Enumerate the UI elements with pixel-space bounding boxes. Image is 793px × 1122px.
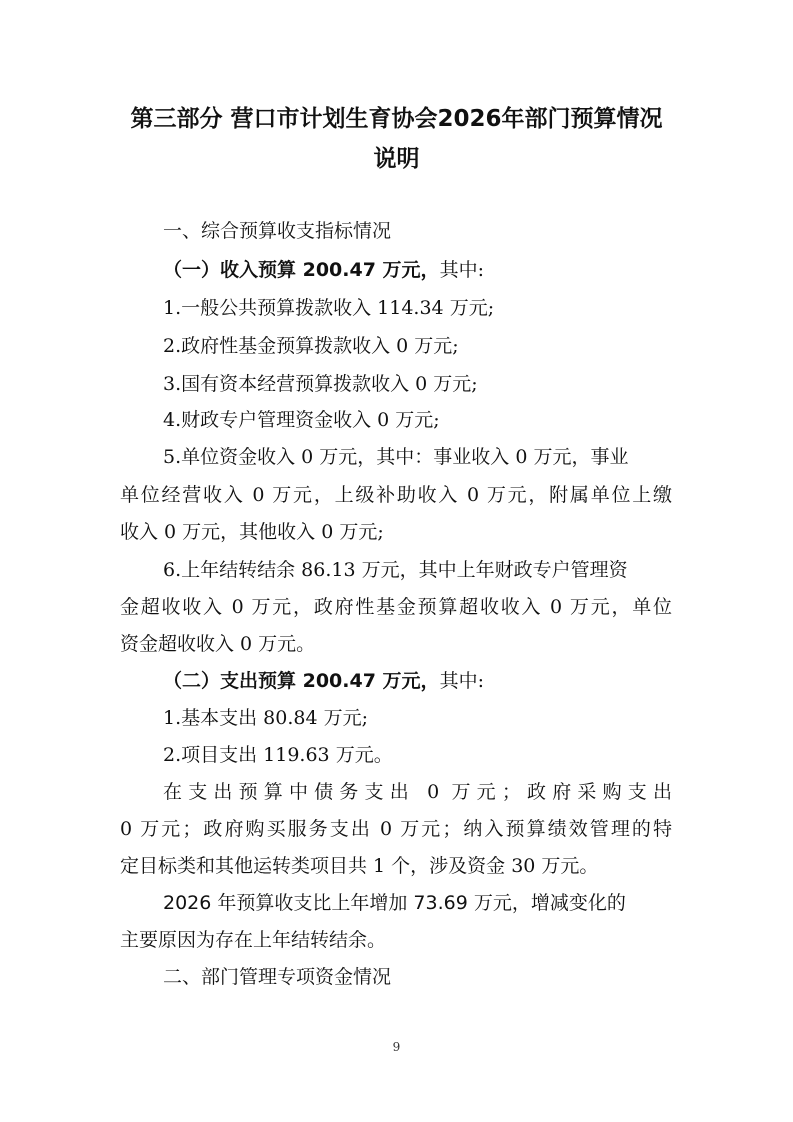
income-item-6-line-1: 6.上年结转结余 86.13 万元，其中上年财政专户管理资 <box>163 559 628 581</box>
income-item-2: 2.政府性基金预算拨款收入 0 万元; <box>163 335 459 357</box>
income-heading-rest: 其中: <box>439 259 484 281</box>
expense-note-line-1: 在支出预算中债务支出 0 万元；政府采购支出 <box>163 781 672 803</box>
section-2-heading: 二、部门管理专项资金情况 <box>163 966 392 988</box>
expense-item-1: 1.基本支出 80.84 万元; <box>163 707 369 729</box>
page-number: 9 <box>392 1040 401 1054</box>
income-item-5-line-2: 单位经营收入 0 万元，上级补助收入 0 万元，附属单位上缴 <box>120 484 672 506</box>
income-item-5-line-1: 5.单位资金收入 0 万元，其中：事业收入 0 万元，事业 <box>163 446 629 468</box>
income-item-3: 3.国有资本经营预算拨款收入 0 万元; <box>163 373 478 395</box>
income-item-5-line-3: 收入 0 万元，其他收入 0 万元; <box>120 521 384 543</box>
section-1-heading: 一、综合预算收支指标情况 <box>163 220 392 242</box>
income-item-1: 1.一般公共预算拨款收入 114.34 万元; <box>163 297 495 319</box>
page-title-line-1: 第三部分 营口市计划生育协会2026年部门预算情况 <box>130 106 663 132</box>
expense-item-2: 2.项目支出 119.63 万元。 <box>163 744 393 766</box>
income-item-4: 4.财政专户管理资金收入 0 万元; <box>163 409 440 431</box>
expense-heading-rest: 其中: <box>439 670 484 692</box>
page-title-line-2: 说明 <box>373 146 420 172</box>
income-heading <box>163 257 484 283</box>
expense-note-line-2: 0 万元；政府购买服务支出 0 万元；纳入预算绩效管理的特 <box>120 818 672 840</box>
income-item-6-line-2: 金超收收入 0 万元，政府性基金预算超收收入 0 万元，单位 <box>120 596 672 618</box>
income-heading-bold: （一）收入预算 200.47 万元， <box>163 259 440 281</box>
income-item-6-line-3: 资金超收收入 0 万元。 <box>120 633 316 655</box>
expense-note-line-3: 定目标类和其他运转类项目共 1 个，涉及资金 30 万元。 <box>120 855 599 877</box>
budget-change-line-1: 2026 年预算收支比上年增加 73.69 万元，增减变化的 <box>163 892 626 914</box>
expense-heading <box>163 668 484 694</box>
budget-change-line-2: 主要原因为存在上年结转结余。 <box>120 929 387 951</box>
expense-heading-bold: （二）支出预算 200.47 万元， <box>163 670 440 692</box>
